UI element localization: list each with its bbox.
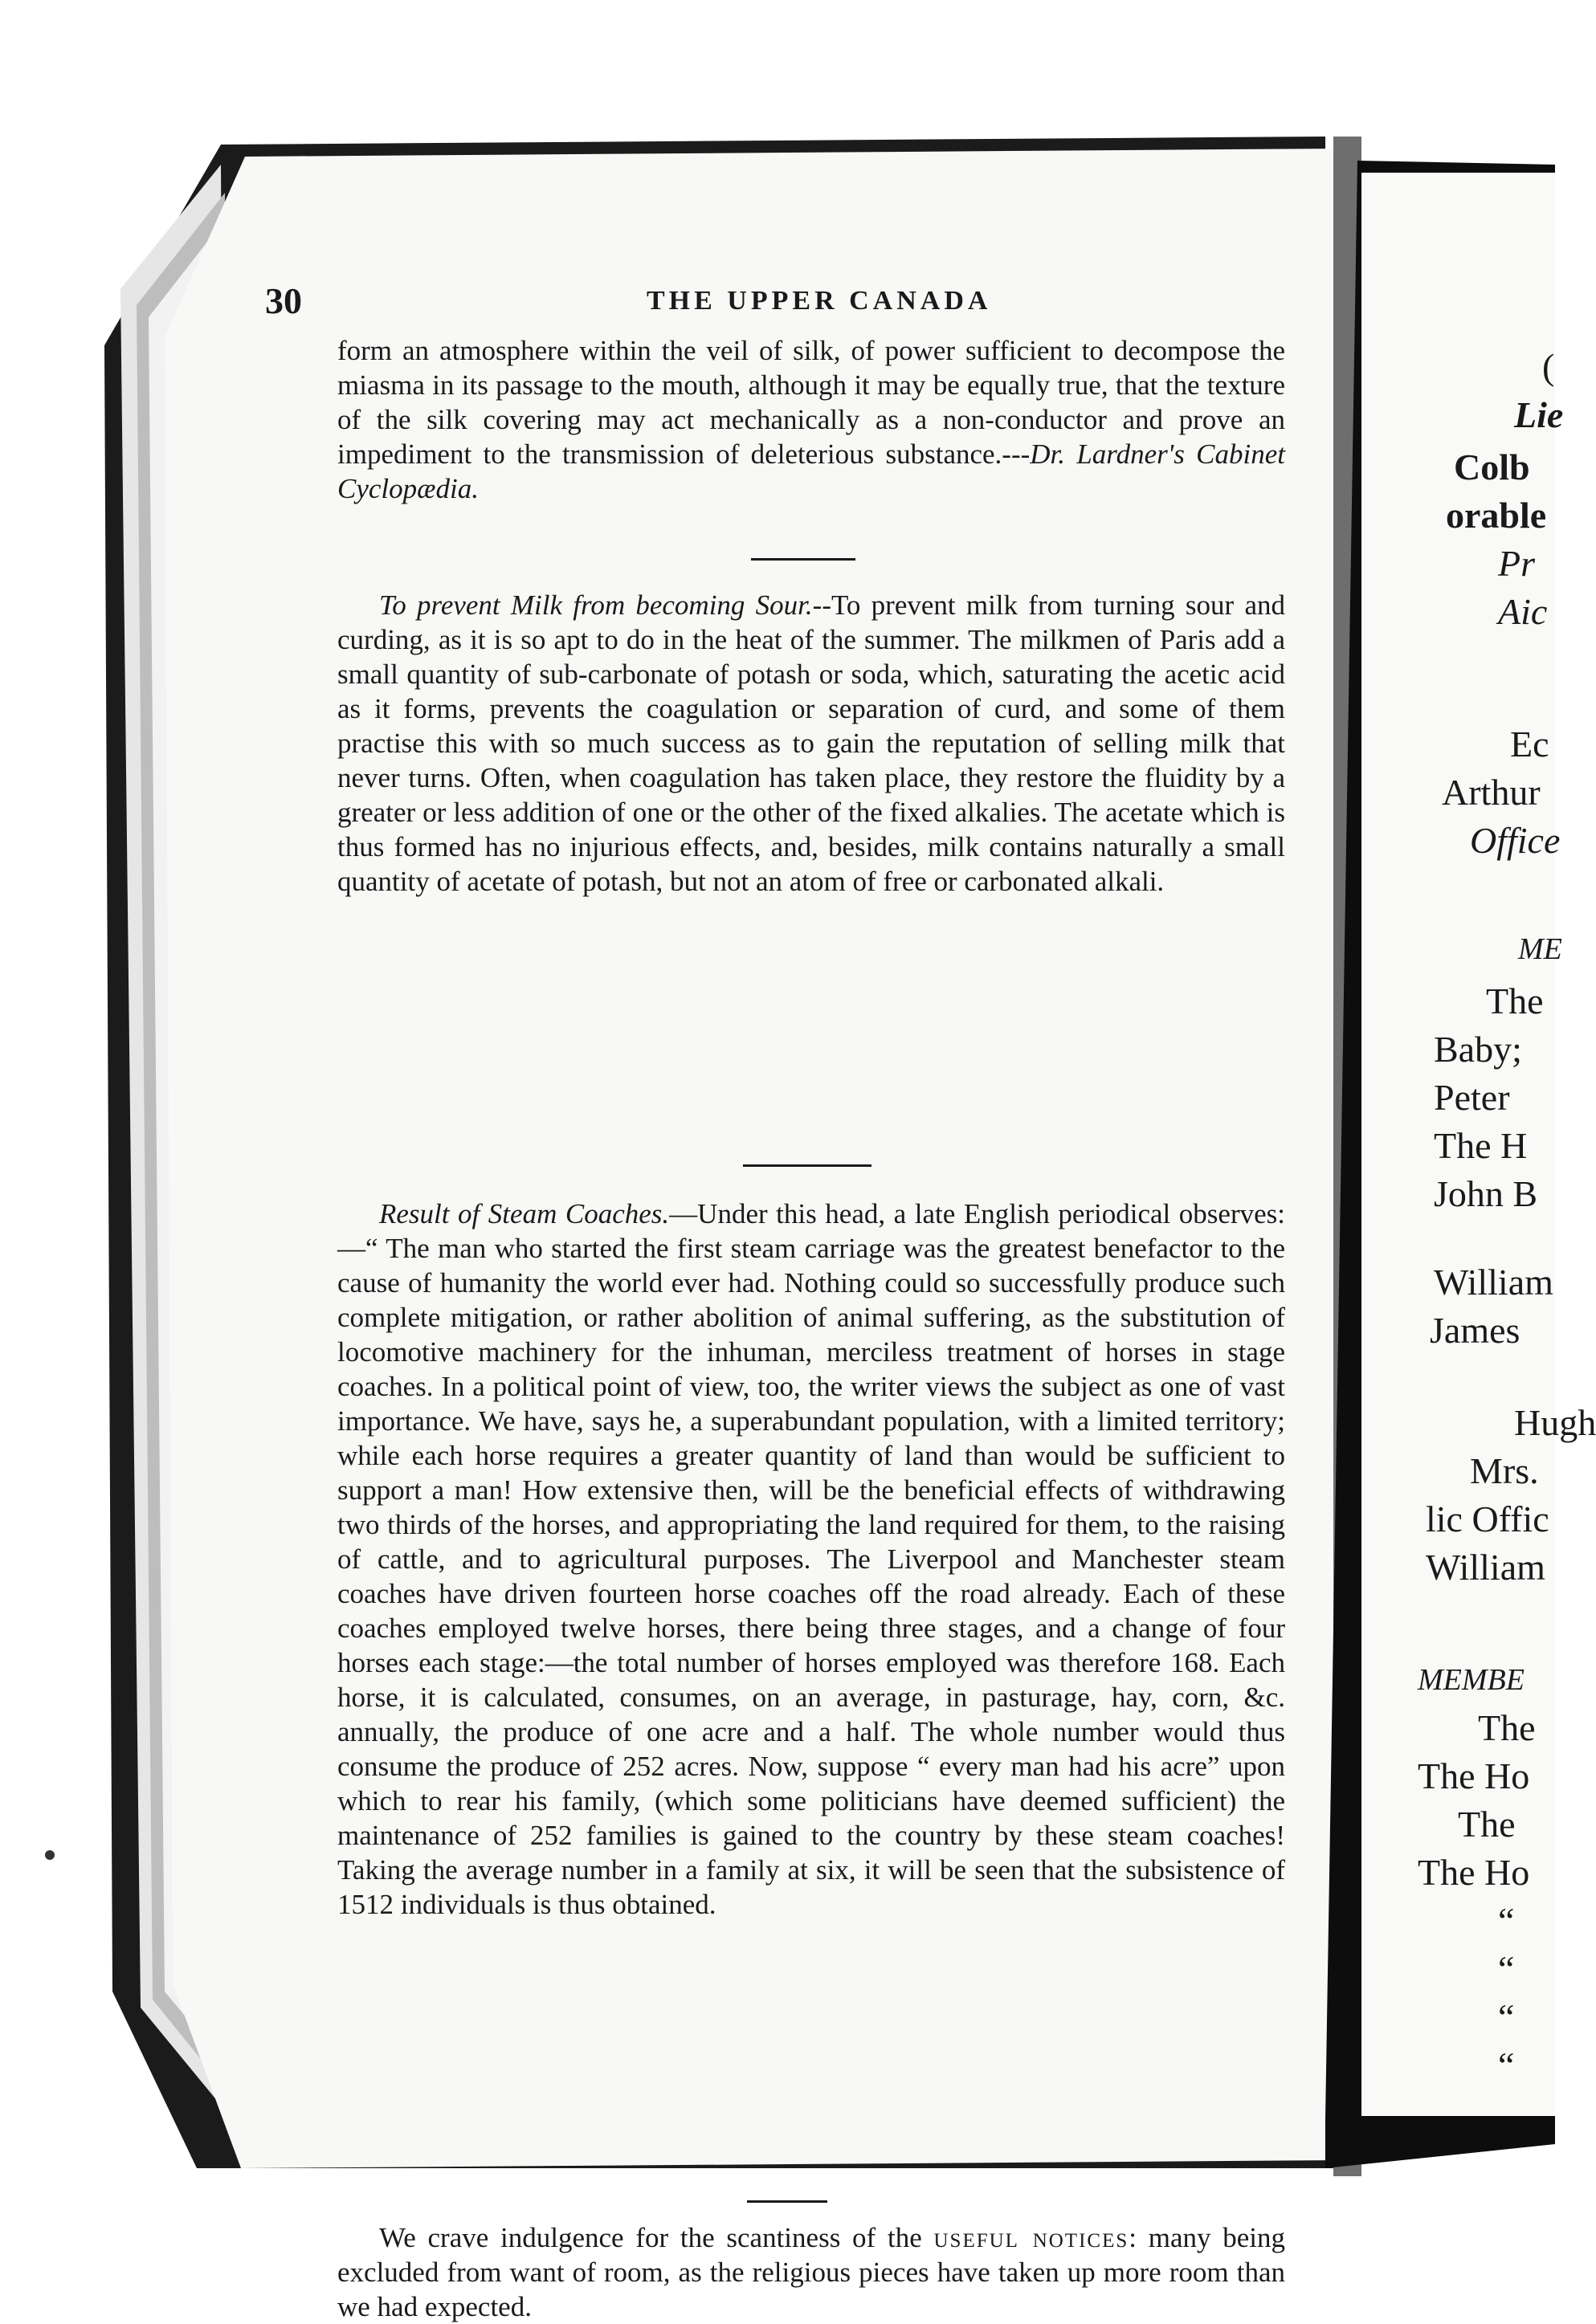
right-fragment: Colb (1454, 446, 1530, 487)
right-fragment: Pr (1498, 543, 1535, 584)
paragraph-text: form an atmosphere within the veil of silk, of power sufficient to decompose the miasma in its passage to the mouth, although it may be equally true, that the texture of the silk covering may act mechanically as a non-conductor and prove an impediment to the transmission of deleterious substance.--- (337, 335, 1285, 470)
right-fragment: Arthur (1442, 772, 1541, 813)
right-fragment: “ (1498, 2045, 1515, 2085)
right-fragment: ( (1542, 346, 1555, 387)
left-page (265, 257, 1305, 2322)
right-fragment: Aic (1498, 591, 1548, 632)
right-fragment: The Ho (1418, 1755, 1530, 1796)
right-fragment: Ec (1510, 724, 1549, 764)
right-fragment: The (1486, 981, 1544, 1021)
paragraph-text: —Under this head, a late English periodical observes:—“ The man who started the first steam carriage was the greatest benefactor to the cause of humanity the world ever had. Nothing could so successfully produce such complete mitigation, or rather abolition of animal suffering, as the substitution of locomotive machinery for the inhuman, merciless treatment of horses in stage coaches. In a political point of view, too, the writer views the subject as one of vast importance. We have, says he, a superabundant population, with a limited territory; while each horse requires a greater quantity of land than would be sufficient to support a man! How extensive then, will be the beneficial effects of withdrawing two thirds of the horses, and appropriating the land required for them, to the raising of cattle, and to agricultural purposes. The Liverpool and Manchester steam coaches have driven fourteen horse coaches off the road already. Each of these coaches employed twelve horses, there being three stages, and a change of four horses each stage:—the total number of horses employed was therefore 168. Each horse, it is calculated, consumes, on an average, in pasturage, hay, corn, &c. annually, the produce of one acre and a half. The whole number would thus consume the produce of 252 acres. Now, suppose “ every man had his acre” upon which to rear his family, (which some politicians have deemed sufficient) the maintenance of 252 families is gained to the country by these steam coaches! Taking the average number in a family at six, it will be seen that the subsistence of 1512 individuals is thus obtained. (337, 1198, 1285, 1920)
right-fragment: ME (1518, 932, 1562, 966)
right-fragment: James (1430, 1310, 1520, 1351)
right-fragment: Office (1470, 820, 1561, 861)
page-number: 30 (265, 280, 302, 321)
right-fragment: The (1478, 1707, 1536, 1748)
paragraph-text: We crave indulgence for the scantiness of the (379, 2222, 934, 2253)
right-fragment: Lie (1514, 394, 1564, 435)
section-divider (751, 558, 855, 561)
right-fragment: MEMBE (1418, 1663, 1525, 1697)
right-fragment: Baby; (1434, 1029, 1522, 1070)
right-fragment: “ (1498, 1996, 1515, 2037)
right-fragment: “ (1498, 1948, 1515, 1989)
paragraph-steam-coaches (337, 1197, 1285, 1922)
right-fragment: Peter (1434, 1077, 1510, 1118)
right-fragment: William (1426, 1547, 1545, 1588)
running-title: THE UPPER CANADA (647, 286, 992, 316)
citation: Dr. Lardner's Cabinet Cyclopædia. (337, 438, 1285, 504)
right-fragment: lic Offic (1426, 1498, 1549, 1539)
running-head (265, 257, 1305, 321)
right-fragment: Mrs. (1470, 1450, 1539, 1491)
right-fragment: orable (1446, 495, 1547, 536)
right-fragment: The H (1434, 1125, 1528, 1166)
right-fragment: Hugh (1514, 1402, 1596, 1443)
paragraph-milk (337, 588, 1285, 899)
paragraph-text: : many being excluded from want of room, as the religious pieces have taken up more room than we had expected. (337, 2222, 1285, 2322)
section-heading-steam-coaches: Result of Steam Coaches. (379, 1198, 670, 1229)
section-divider (747, 2200, 827, 2203)
section-heading-milk: To prevent Milk from becoming Sour. (379, 589, 813, 621)
right-fragment: William (1434, 1262, 1553, 1303)
paragraph-editorial-note (337, 2220, 1285, 2324)
paragraph-text: --To prevent milk from turning sour and curding, as it is so apt to do in the heat of the summer. The milkmen of Paris add a small quantity of sub-carbonate of potash or soda, which, saturating the acetic acid as it forms, prevents the coagulation or separation of curd, and some of them practise this with so much success as to gain the reputation of selling milk that never turns. Often, when coagulation has taken place, they restore the fluidity by a greater or less addition of one or the other of the fixed alkalies. The acetate which is thus formed has no injurious effects, and, besides, milk contains naturally a small quantity of acetate of potash, but not an atom of free or carbonated alkali. (337, 589, 1285, 897)
small-caps-term: useful notices (933, 2222, 1129, 2253)
paragraph-miasma (337, 333, 1285, 506)
right-fragment: “ (1498, 1900, 1515, 1941)
section-divider (743, 1164, 871, 1167)
right-fragment: The (1458, 1804, 1516, 1845)
right-fragment: John B (1434, 1173, 1538, 1214)
right-fragment: The Ho (1418, 1852, 1530, 1893)
